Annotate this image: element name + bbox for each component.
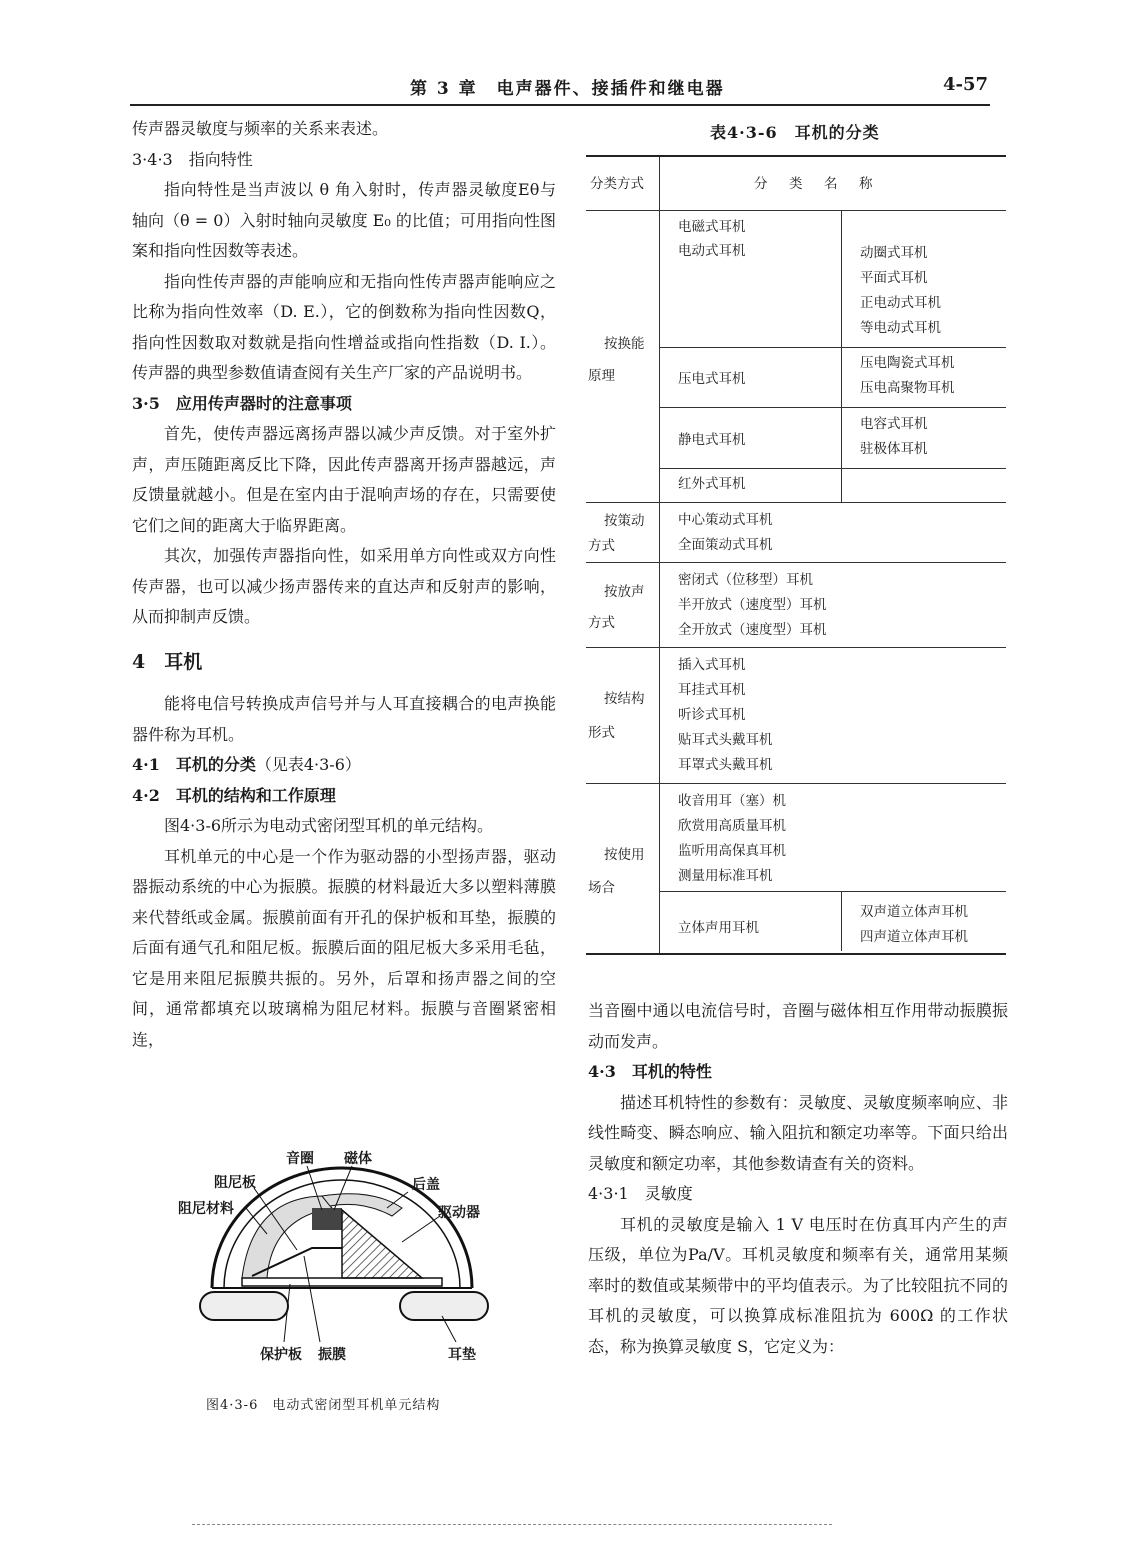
table-cell: 监听用高保真耳机 — [678, 843, 786, 859]
table-cell: 中心策动式耳机 — [678, 512, 773, 528]
table-category-cell: 按放声 — [604, 584, 645, 600]
label-driver: 驱动器 — [438, 1205, 480, 1221]
header-rule — [130, 104, 990, 106]
table-rule — [586, 210, 1006, 211]
label-damping-plate: 阻尼板 — [214, 1175, 256, 1191]
table-cell: 静电式耳机 — [678, 432, 746, 448]
table-cell: 立体声用耳机 — [678, 920, 759, 936]
figure-caption: 图4·3-6 电动式密闭型耳机单元结构 — [206, 1398, 441, 1413]
section-heading-3-4-3: 3·4·3 指向特性 — [132, 149, 253, 169]
table-cell: 动圈式耳机 — [860, 245, 928, 261]
table-cell: 压电高聚物耳机 — [860, 380, 955, 396]
paragraph: 描述耳机特性的参数有：灵敏度、灵敏度频率响应、非线性畸变、瞬态响应、输入阻抗和额定功率等。下面只给出灵敏度和额定功率，其他参数请查有关的资料。 — [588, 1092, 1008, 1173]
table-cell: 全开放式（速度型）耳机 — [678, 622, 827, 638]
table-cell: 双声道立体声耳机 — [860, 904, 968, 920]
section-heading-4-3-1: 4·3·1 灵敏度 — [588, 1184, 693, 1203]
table-divider — [659, 157, 660, 953]
scan-artifact — [192, 1524, 832, 1525]
classification-table — [586, 155, 1006, 955]
chapter-title: 第 3 章 电声器件、接插件和继电器 — [410, 79, 725, 99]
table-category-cell: 按换能 — [604, 336, 645, 352]
table-rule — [586, 562, 1006, 563]
section-heading-4-2: 4·2 耳机的结构和工作原理 — [132, 785, 336, 805]
table-cell: 压电式耳机 — [678, 371, 746, 387]
table-cell: 耳挂式耳机 — [678, 682, 746, 698]
label-damping-material: 阻尼材料 — [178, 1201, 234, 1217]
label-ear-pad: 耳垫 — [448, 1347, 476, 1363]
earphone-structure-figure — [172, 1138, 512, 1398]
paragraph: 指向特性是当声波以 θ 角入射时，传声器灵敏度Eθ与轴向（θ = 0）入射时轴向灵敏度 E₀ 的比值；可用指向性图案和指向性因数等表述。 — [132, 180, 556, 260]
section-heading-4-3: 4·3 耳机的特性 — [588, 1062, 712, 1081]
table-cell: 测量用标准耳机 — [678, 868, 773, 884]
section-heading-4: 4 耳机 — [132, 650, 203, 673]
paragraph: 当音圈中通以电流信号时，音圈与磁体相互作用带动振膜振动而发声。 — [588, 1001, 1008, 1051]
table-cell: 平面式耳机 — [860, 270, 928, 286]
table-category-cell: 场合 — [588, 880, 615, 896]
table-title: 表4·3-6 耳机的分类 — [710, 123, 880, 142]
paragraph: 耳机单元的中心是一个作为驱动器的小型扬声器，驱动器振动系统的中心为振膜。振膜的材料最近大多以塑料薄膜来代替纸或金属。振膜前面有开孔的保护板和耳垫，振膜的后面有通气孔和阻尼板。振膜后面的阻尼板大多采用毛毡，它是用来阻尼振膜共振的。另外，后罩和扬声器之间的空间，通常都填充以玻璃棉为阻尼材料。振膜与音圈紧密相连， — [132, 846, 556, 1049]
table-header-cell: 分类方式 — [590, 176, 644, 192]
table-rule — [659, 407, 1006, 408]
table-category-cell: 原理 — [588, 368, 615, 384]
table-cell: 电动式耳机 — [678, 243, 746, 259]
table-cell: 电容式耳机 — [860, 416, 928, 432]
left-column — [132, 114, 556, 1055]
table-rule — [586, 783, 1006, 784]
right-column — [588, 996, 1008, 1362]
table-cell: 红外式耳机 — [678, 476, 746, 492]
table-category-cell: 按结构 — [604, 691, 645, 707]
table-cell: 压电陶瓷式耳机 — [860, 355, 955, 371]
table-cell: 听诊式耳机 — [678, 707, 746, 723]
table-divider — [841, 891, 842, 951]
label-coil: 音圈 — [286, 1151, 314, 1167]
page-number: 4-57 — [942, 74, 988, 95]
paragraph: 首先，使传声器远离扬声器以减少声反馈。对于室外扩声，声压随距离反比下降，因此传声器离开扬声器越远，声反馈量就越小。但是在室内由于混响声场的存在，只需要使它们之间的距离大于临界距离。 — [132, 424, 556, 535]
paragraph: 其次，加强传声器指向性，如采用单方向性或双方向性传声器，也可以减少扬声器传来的直达声和反射声的影响，从而抑制声反馈。 — [132, 546, 556, 626]
paragraph: 图4·3-6所示为电动式密闭型耳机的单元结构。 — [164, 816, 494, 835]
table-category-cell: 方式 — [588, 615, 615, 631]
table-category-cell: 方式 — [588, 538, 615, 554]
running-header — [130, 74, 988, 104]
section-heading-3-5: 3·5 应用传声器时的注意事项 — [132, 393, 352, 413]
table-rule — [659, 468, 1006, 469]
table-category-cell: 形式 — [588, 725, 615, 741]
paragraph: 能将电信号转换成声信号并与人耳直接耦合的电声换能器件称为耳机。 — [132, 694, 556, 744]
table-cell: 等电动式耳机 — [860, 320, 941, 336]
table-cell: 四声道立体声耳机 — [860, 929, 968, 945]
paragraph: 耳机的灵敏度是输入 1 V 电压时在仿真耳内产生的声压级，单位为Pa/V。耳机灵敏度和频率有关，通常用某频率时的数值或某频带中的平均值表示。为了比较阻抗不同的耳机的灵敏度，可以换算成标准阻抗为 600Ω 的工作状态，称为换算灵敏度 S，它定义为： — [588, 1214, 1008, 1356]
table-rule — [659, 347, 1006, 348]
table-cell: 密闭式（位移型）耳机 — [678, 572, 813, 588]
label-diaphragm: 振膜 — [318, 1347, 346, 1363]
table-cell: 正电动式耳机 — [860, 295, 941, 311]
paragraph: 传声器灵敏度与频率的关系来表述。 — [132, 119, 389, 138]
section-heading-4-1: 4·1 耳机的分类（见表4·3-6） — [132, 755, 361, 774]
table-rule — [586, 647, 1006, 648]
table-cell: 半开放式（速度型）耳机 — [678, 597, 827, 613]
label-guard-plate: 保护板 — [260, 1347, 302, 1363]
table-cell: 贴耳式头戴耳机 — [678, 732, 773, 748]
table-header-cell: 分 类 名 称 — [754, 176, 877, 192]
table-category-cell: 按使用 — [604, 847, 645, 863]
label-back-cover: 后盖 — [412, 1177, 440, 1193]
table-cell: 电磁式耳机 — [678, 219, 746, 235]
paragraph: 指向性传声器的声能响应和无指向性传声器声能响应之比称为指向性效率（D. E.），它的倒数称为指向性因数Q，指向性因数取对数就是指向性增益或指向性指数（D. I.）。传声器的典型参数值请查阅有关生产厂家的产品说明书。 — [132, 271, 556, 382]
table-cell: 欣赏用高质量耳机 — [678, 818, 786, 834]
table-cell: 收音用耳（塞）机 — [678, 793, 786, 809]
table-category-cell: 按策动 — [604, 513, 645, 529]
table-rule — [659, 891, 1006, 892]
label-magnet: 磁体 — [344, 1151, 372, 1167]
table-divider — [841, 210, 842, 502]
table-cell: 全面策动式耳机 — [678, 537, 773, 553]
table-cell: 驻极体耳机 — [860, 441, 928, 457]
table-cell: 插入式耳机 — [678, 657, 746, 673]
table-cell: 耳罩式头戴耳机 — [678, 757, 773, 773]
table-rule — [586, 502, 1006, 503]
